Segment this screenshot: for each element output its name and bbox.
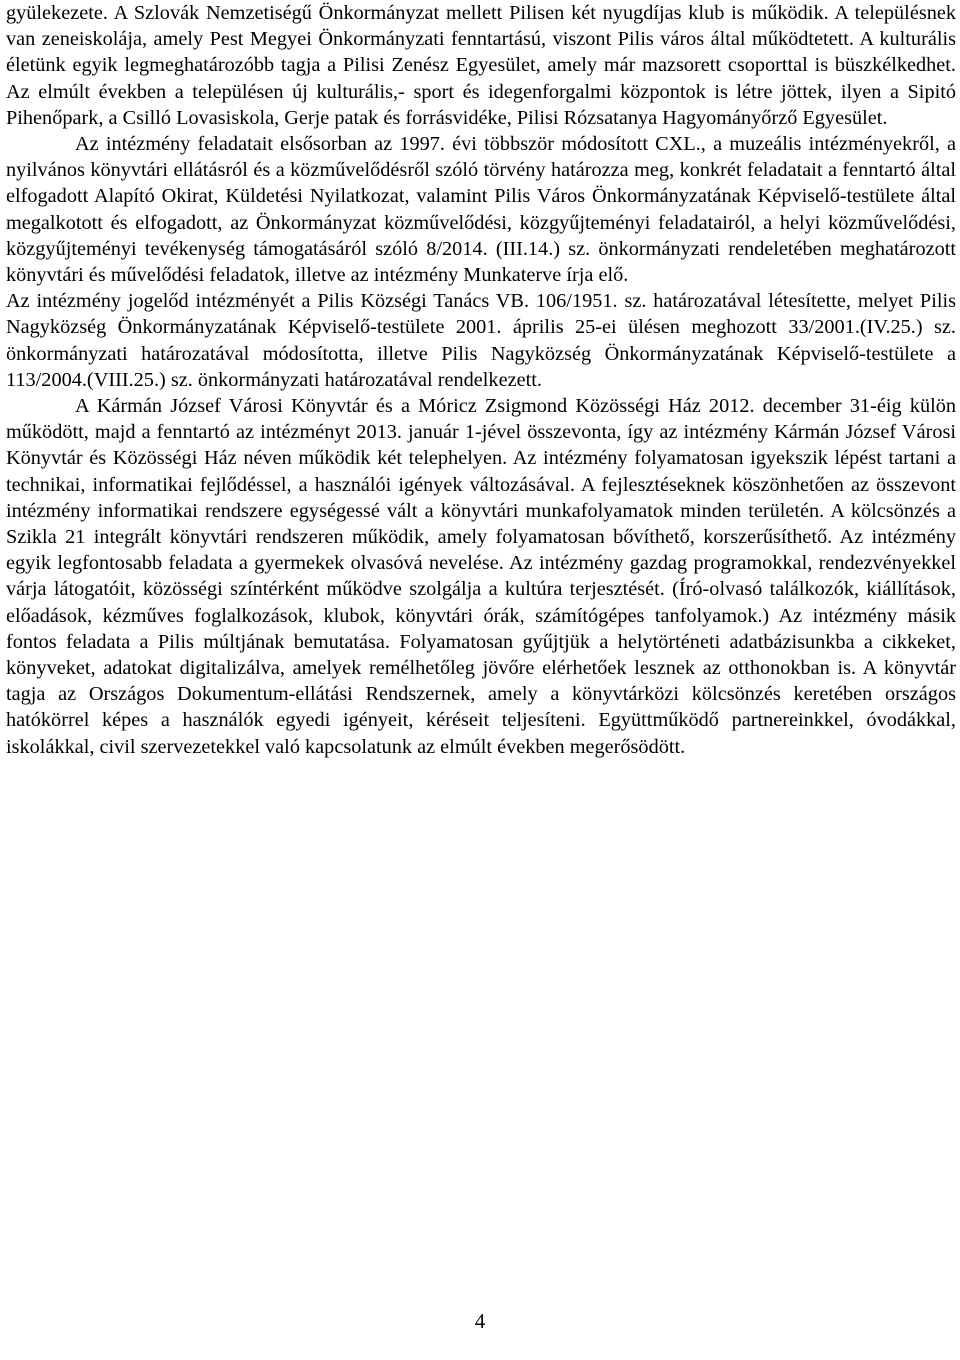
paragraph-institution-tasks: Az intézmény feladatait elsősorban az 1997. évi többször módosított CXL., a muzeális intézményekről, a nyilvános könyvtári ellátásról és a közművelődésről szóló törvény határozza meg, konkrét feladatait a fenntartó által elfogadott Alapító Okirat, Küldetési Nyilatkozat, valamint Pilis Város Önkormányzatának Képviselő-testülete által megalkotott és elfogadott, az Önkormányzat közművelődési, közgyűjteményi feladatairól, a helyi közművelődési, közgyűjteményi tevékenység támogatásáról szóló 8/2014. (III.14.) sz. önkormányzati rendeletében meghatározott könyvtári és művelődési feladatok, illetve az intézmény Munkaterve írja elő. xyxy=(6,133,956,287)
paragraph-institution-history: Az intézmény jogelőd intézményét a Pilis Községi Tanács VB. 106/1951. sz. határozatával létesítette, melyet Pilis Nagyközség Önkormányzatának Képviselő-testülete 2001. április 25-ei ülésen meghozott 33/2001.(IV.25.) sz. önkormányzati határozatával módosította, illetve Pilis Nagyközség Önkormányzatának Képviselő-testülete a 113/2004.(VIII.25.) sz. önkormányzati határozatával rendelkezett. xyxy=(6,290,956,391)
paragraph-library-merger: A Kármán József Városi Könyvtár és a Móricz Zsigmond Közösségi Ház 2012. december 31-éig külön működött, majd a fenntartó az intézményt 2013. január 1-jével összevonta, így az intézmény Kármán József Városi Könyvtár és Közösségi Ház néven működik két telephelyen. Az intézmény folyamatosan igyekszik lépést tartani a technikai, informatikai fejlődéssel, a használói igények változásával. A fejlesztéseknek köszönhetően az összevont intézmény informatikai rendszere egységessé vált a könyvtári munkafolyamatok minden területén. A kölcsönzés a Szikla 21 integrált könyvtári rendszeren működik, amely folyamatosan bővíthető, korszerűsíthető. Az intézmény egyik legfontosabb feladata a gyermekek olvasóvá nevelése. Az intézmény gazdag programokkal, rendezvényekkel várja látogatóit, közösségi színtérként működve szolgálja a kultúra terjesztését. (Író-olvasó találkozók, kiállítások, előadások, kézműves foglalkozások, klubok, könyvtári órák, számítógépes tanfolyamok.) Az intézmény másik fontos feladata a Pilis múltjának bemutatása. Folyamatosan gyűjtjük a helytörténeti adatbázisunkba a cikkeket, könyveket, adatokat digitalizálva, amelyek remélhetőleg jövőre elérhetőek lesznek az otthonokban is. A könyvtár tagja az Országos Dokumentum-ellátási Rendszernek, amely a könyvtárközi kölcsönzés keretében országos hatókörrel képes a használók egyedi igényeit, kéréseit teljesíteni. Együttműködő partnereinkkel, óvodákkal, iskolákkal, civil szervezetekkel való kapcsolatunk az elmúlt években megerősödött. xyxy=(6,395,956,758)
document-page xyxy=(6,0,956,760)
page-number: 4 xyxy=(474,1309,486,1333)
paragraph-cultural-life: gyülekezete. A Szlovák Nemzetiségű Önkormányzat mellett Pilisen két nyugdíjas klub is működik. A településnek van zeneiskolája, amely Pest Megyei Önkormányzati fenntartású, viszont Pilis város által működtetett. A kulturális életünk egyik legmeghatározóbb tagja a Pilisi Zenész Egyesület, amely már mazsorett csoporttal is büszkélkedhet. Az elmúlt években a településen új kulturális,- sport és idegenforgalmi központok is létre jöttek, ilyen a Sipitó Pihenőpark, a Csilló Lovasiskola, Gerje patak és forrásvidéke, Pilisi Rózsatanya Hagyományőrző Egyesület. xyxy=(6,2,956,129)
